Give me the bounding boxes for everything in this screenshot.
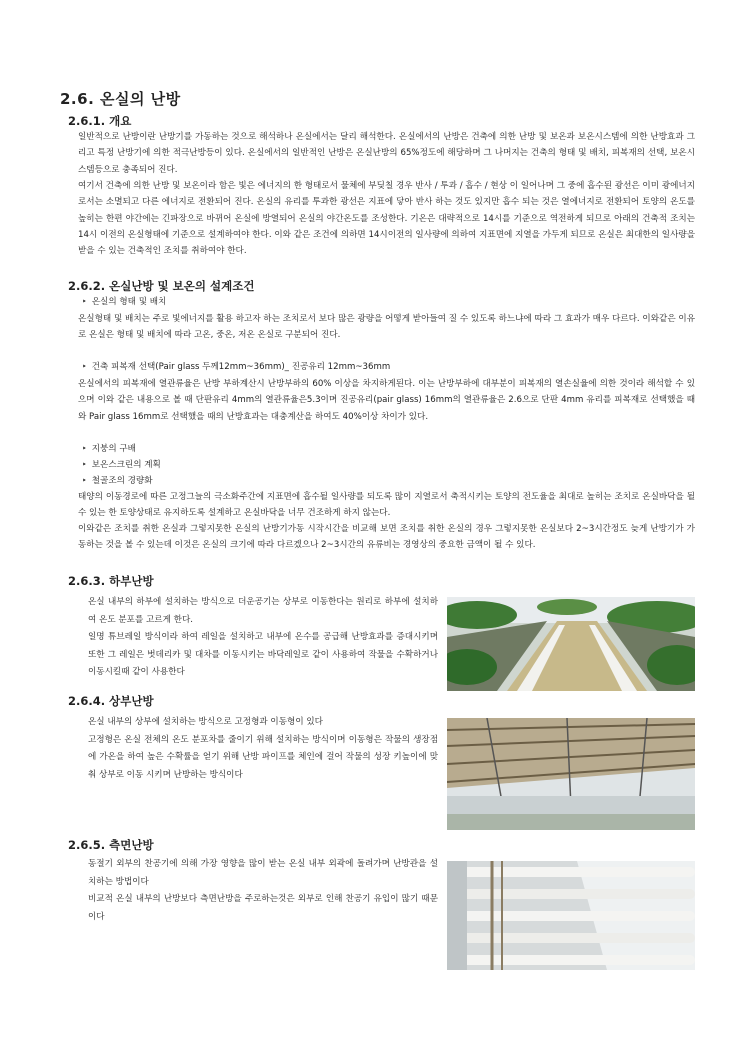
heading-side-heating: 2.6.5. 측면난방 (68, 838, 154, 852)
heading-overview: 2.6.1. 개요 (68, 114, 132, 128)
section-title: 2.6. 온실의 난방 (60, 90, 181, 108)
design-paragraph-4: 이와같은 조치를 취한 온실과 그렇지못한 온실의 난방기가동 시작시간을 비교해 보면 조치를 취한 온실의 경우 그렇지못한 온실보다 2~3시간정도 늦게 난방기가 가동하는 것을 볼 수 있는데 이것은 온실의 크기에 따라 다르겠으나 2~3시간의 유류비는 경영상의 중요한 금액이 될 수 있다. (78, 524, 695, 551)
side-heating-pipe-photo (447, 861, 695, 970)
lower-heating-text: 온실 내부의 하부에 설치하는 방식으로 더운공기는 상부로 이동한다는 원리로 하부에 설치하여 온도 분포를 고르게 한다. 일명 튜브레일 방식이라 하여 레일을 설치하고 내부에 온수를 공급해 난방효과를 증대시키며 또한 그 레일은 벗데리카 및 대차를 이동시키는 바닥레일로 같이 사용하여 작물을 수확하거나이동시킬때 같이 사용한다 (88, 597, 438, 678)
heading-upper-heating: 2.6.4. 상부난방 (68, 694, 154, 708)
side-heating-text: 동절기 외부의 찬공기에 의해 가장 영향을 많이 받는 온실 내부 외곽에 돌려가며 난방관을 설치하는 방법이다 비교적 온실 내부의 난방보다 측면난방을 주로하는것은 외부로 인해 찬공기 유입이 많기 때문이다 (88, 859, 438, 922)
overview-paragraph-1: 일반적으로 난방이란 난방기를 가동하는 것으로 해석하나 온실에서는 달리 해석한다. 온실에서의 난방은 건축에 의한 난방 및 보온과 보온시스템에 의한 난방효과 그리고 특정 난방기에 의한 적극난방등이 있다. 온실에서의 일반적인 난방은 온실난방의 65%정도에 해당하며 그 나머지는 건축의 형태 및 배치, 피복재의 선택, 보온시스템등으로 충족되어 진다. (78, 132, 695, 175)
design-paragraph-1: 온실형태 및 배치는 주로 빛에너지를 활용 하고자 하는 조치로서 보다 많은 광량을 어떻게 받아들여 질 수 있도록 하느냐에 따라 그 효과가 매우 다르다. 이와같은 이유로 온실은 형태 및 배치에 따라 고온, 중온, 저온 온실로 구분되어 진다. (78, 314, 695, 341)
bullet-insulation-screen: ‣ 보온스크린의 계획 (82, 457, 161, 473)
overview-paragraph-2: 여기서 건축에 의한 난방 및 보온이라 함은 빛은 에너지의 한 형태로서 물체에 부딪칠 경우 반사 / 투과 / 흡수 / 현상 이 일어나며 그 중에 흡수된 광선은 이미 광에너지로서는 소멸되고 다른 에너지로 전환되어 진다. 온실의 유리를 투과한 광선은 지표에 닿아 반사 하는 것도 있지만 흡수 되는 것은 열에너지로 전환되어 토양의 온도를 높히는 한편 야간에는 긴파장으로 바뀌어 온실에 방열되어 온실의 야간온도를 조성한다. 기온은 대략적으로 14시를 기준으로 역전하게 되므로 아래의 건축적 조치는 14시 이전의 온실형태에 기준으로 설계하여야 한다. 이와 같은 조건에 의하면 14시이전의 일사량에 의하여 지표면에 지열을 가두게 되므로 온실은 최대한의 일사량을 받을 수 있는 건축적인 조치를 취하여야 한다. (78, 181, 695, 257)
upper-heating-text: 온실 내부의 상부에 설치하는 방식으로 고정형과 이동형이 있다 고정형은 온실 전체의 온도 분포차를 줄이기 위해 설치하는 방식이며 이동형은 작물의 생장점에 가온을 하여 높은 수확률을 얻기 위해 난방 파이프를 체인에 걸어 작물의 성장 키높이에 맞춰 상부로 이동 시키며 난방하는 방식이다 (88, 717, 438, 780)
tube-rail-heating-photo (447, 597, 695, 691)
overhead-heating-pipe-photo (447, 718, 695, 830)
design-paragraph-2: 온실에서의 피복재에 열관류율은 난방 부하계산시 난방부하의 60% 이상을 차지하게된다. 이는 난방부하에 대부분이 피복재의 열손실율에 의한 것이라 해석할 수 있으며 이와 같은 내용으로 볼 때 단판유리 4mm의 열관류율은5.3이며 진공유리(pair glass) 16mm의 열관류율은 2.6으로 단판 4mm 유리를 피복재로 선택했을 때와 Pair glass 16mm로 선택했을 때의 난방효과는 대충계산을 하여도 40%이상 차이가 있다. (78, 379, 695, 422)
heading-lower-heating: 2.6.3. 하부난방 (68, 574, 154, 588)
bullet-covering-material: ‣ 건축 피복재 선택(Pair glass 두께12mm~36mm)_ 진공유리 12mm~36mm (82, 359, 390, 375)
heading-design-conditions: 2.6.2. 온실난방 및 보온의 설계조건 (68, 279, 255, 293)
bullet-roof-slope: ‣ 지붕의 구배 (82, 441, 136, 457)
design-paragraph-3: 태양의 이동경로에 따른 고정그늘의 극소화주간에 지표면에 흡수될 일사량를 되도록 많이 지열로서 축적시키는 토양의 전도율을 최대로 높히는 조치로 온실바닥을 될 수 있는 한 토양상태로 유지하도록 설계하고 온실바닥을 너무 건조하게 하지 않는다. (78, 492, 695, 519)
bullet-shape-layout: ‣ 온실의 형태 및 배치 (82, 294, 166, 310)
bullet-steel-frame: ‣ 철골조의 경량화 (82, 473, 153, 489)
